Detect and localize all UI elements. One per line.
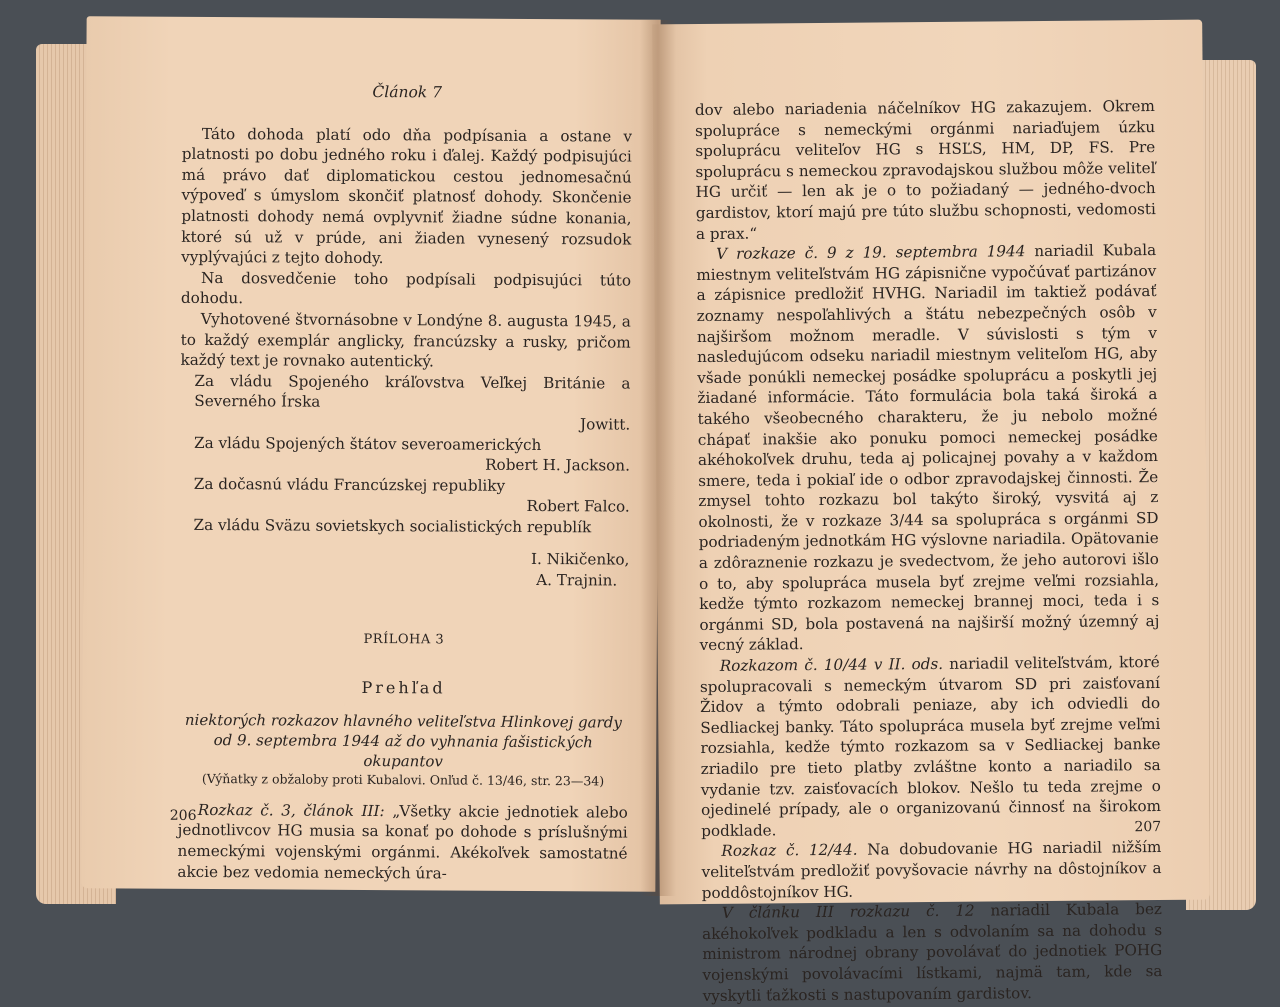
annex-heading: PRÍLOHA 3 [363, 631, 445, 648]
overview-subtitle-2: od 9. septembra 1944 až do vyhnania fašistických okupantov [213, 730, 593, 771]
order-12-article-3-lead: V článku III rozkazu č. 12 [721, 901, 975, 922]
order-9-text: nariadil Kubala miestnym veliteľstvám HG zápisnične vypočúvať partizánov a zápisnice predložiť HVHG. Nariadil im taktiež podávať zoznamy nespoľahlivých a štátu nebezpečných osôb v najširšom možnom meradle. V súvislosti s tým v nasledujúcom odseku nariadil miestnym veliteľom HG, aby všade ponúkli nemeckej posádke spoluprácu a poskytli jej žiadané informácie. Táto formulácia bola taká široká a takého všeobecného charakteru, že ju nebolo možné chápať inakšie ako ponuku pomoci nemeckej posádke akéhokoľvek druhu, teda aj policajnej povahy a v každom smere, teda i pokiaľ ide o odbor zpravodajskej činnosti. Že zmysel tohto rozkazu bol takýto široký, vysvitá aj z okolnosti, že v rozkaze 3/44 sa spolupráca s orgánmi SD podriadeným jednotkám HG výslovne nariadila. Opätovanie a zdôraznenie rozkazu je svedectvom, že jeho autorovi išlo o to, aby spolupráca musela byť zrejme veľmi rozsiahla, kedže týmto rozkazom nemeckej brannej moci, teda i s orgánmi SD, bola postavená na najširší možný územný aj vecný základ. [696, 241, 1160, 655]
signature-name-ussr-2: A. Trajnin. [536, 571, 618, 590]
paragraph-order-12 [701, 837, 1162, 903]
signature-label-us: Za vládu Spojených štátov severoamerických [194, 433, 542, 454]
signature-label-fr: Za dočasnú vládu Francúzskej republiky [193, 474, 506, 495]
overview-title: Prehľad [361, 678, 446, 698]
order-10-text: nariadil veliteľstvám, ktoré spolupracovali s nemeckým útvarom SD pri zaisťovaní Židov a týmto odobrali peniaze, aby ich odviedli do Sedliackej banky. Táto spolupráca musela byť zrejme veľmi rozsiahla, kedže týmto rozkazom sa v Sedliackej banke zriadilo pre tieto platby zvláštne konto a nariadilo sa vydanie tzv. zaisťovacích blokov. Nešlo tu teda zrejme o ojedinelé prípady, ale o organizovanú činnosť na širokom podklade. [699, 653, 1162, 840]
signature-label-ussr: Za vládu Sväzu sovietskych socialistických republík [193, 515, 592, 537]
right-page-content [695, 96, 1163, 1006]
left-page [81, 16, 660, 891]
order-text: „Všetky akcie jednotiek alebo jednotlivcov HG musia sa konať po dohode s príslušnými nemeckými vojenskými orgánmi. Akékoľvek samostatné akcie bez vedomia nemeckých úra- [177, 801, 628, 883]
signature-name-fr: Robert Falco. [526, 497, 630, 516]
overview-subtitle-1: niektorých rozkazov hlavného veliteľstva Hlinkovej gardy [184, 710, 622, 732]
order-12-article-3-text: nariadil Kubala bez akéhokoľvek podkladu a len s odvolaním sa na dohodu s ministrom národnej obrany povolávať do jednotiek POHG vojenskými povolávacími lístkami, najmä tam, kde sa vyskytli ťažkosti s nastupovaním gardistov. [702, 900, 1163, 1005]
page-number-left: 206 [169, 808, 197, 825]
signature-name-ussr-1: I. Nikičenko, [530, 550, 630, 570]
article-paragraph-3: Vyhotovené štvornásobne v Londýne 8. augusta 1945, a to každý exemplár anglicky, francúzsky a rusky, pričom každý text je rovnako autentický. [180, 309, 631, 371]
paragraph-order-10 [700, 652, 1162, 841]
open-book [36, 14, 1256, 1005]
order-paragraph [177, 800, 627, 885]
signature-name-us: Robert H. Jackson. [485, 455, 630, 475]
order-12-lead: Rozkaz č. 12/44. [721, 841, 858, 861]
paragraph-order-12-article-3 [702, 899, 1163, 1006]
order-10-lead: Rozkazom č. 10/44 v II. ods. [719, 654, 944, 675]
article-heading: Článok 7 [372, 83, 443, 102]
signature-name-uk: Jowitt. [580, 415, 631, 434]
source-note: (Výňatky z obžaloby proti Kubalovi. Onľud č. 13/46, str. 23—34) [201, 770, 605, 789]
order-9-lead: V rozkaze č. 9 z 19. septembra 1944 [716, 242, 1026, 264]
page-number-right: 207 [1134, 819, 1162, 836]
right-page [652, 20, 1210, 1005]
left-page-content [177, 81, 632, 885]
order-12-text: Na dobudovanie HG nariadil nižším veliteľstvám predložiť povyšovacie návrhy na dôstojníkov a poddôstojníkov HG. [701, 838, 1162, 902]
article-paragraph-1: Táto dohoda platí odo dňa podpísania a ostane v platnosti po dobu jedného roku i ďalej. Každý podpisujúci má právo dať diplomatickou cestou jednomesačnú výpoveď s úmyslom skončiť platnosť dohody. Skončenie platnosti dohody nemá ovplyvniť žiadne súdne konania, ktoré sú už v prúde, ani žiaden vynesený rozsudok vyplývajúci z tejto dohody. [181, 124, 633, 268]
signature-label-uk: Za vládu Spojeného kráľovstva Veľkej Británie a Severného Írska [194, 371, 631, 412]
article-paragraph-2: Na dosvedčenie toho podpísali podpisujúci túto dohodu. [180, 268, 632, 308]
continued-paragraph: dov alebo nariadenia náčelníkov HG zakazujem. Okrem spolupráce s nemeckými orgánmi nariaďujem úzku spoluprácu veliteľov HG s HSĽS, HM, DP, FS. Pre spoluprácu s nemeckou zpravodajskou službou môže veliteľ HG určiť — len ak je o to požiadaný — jedného-dvoch gardistov, ktorí majú pre túto službu schopnosti, vedomosti a prax.“ [694, 97, 1156, 243]
order-lead: Rozkaz č. 3, článok III: [197, 800, 385, 820]
paragraph-order-9 [696, 240, 1160, 656]
